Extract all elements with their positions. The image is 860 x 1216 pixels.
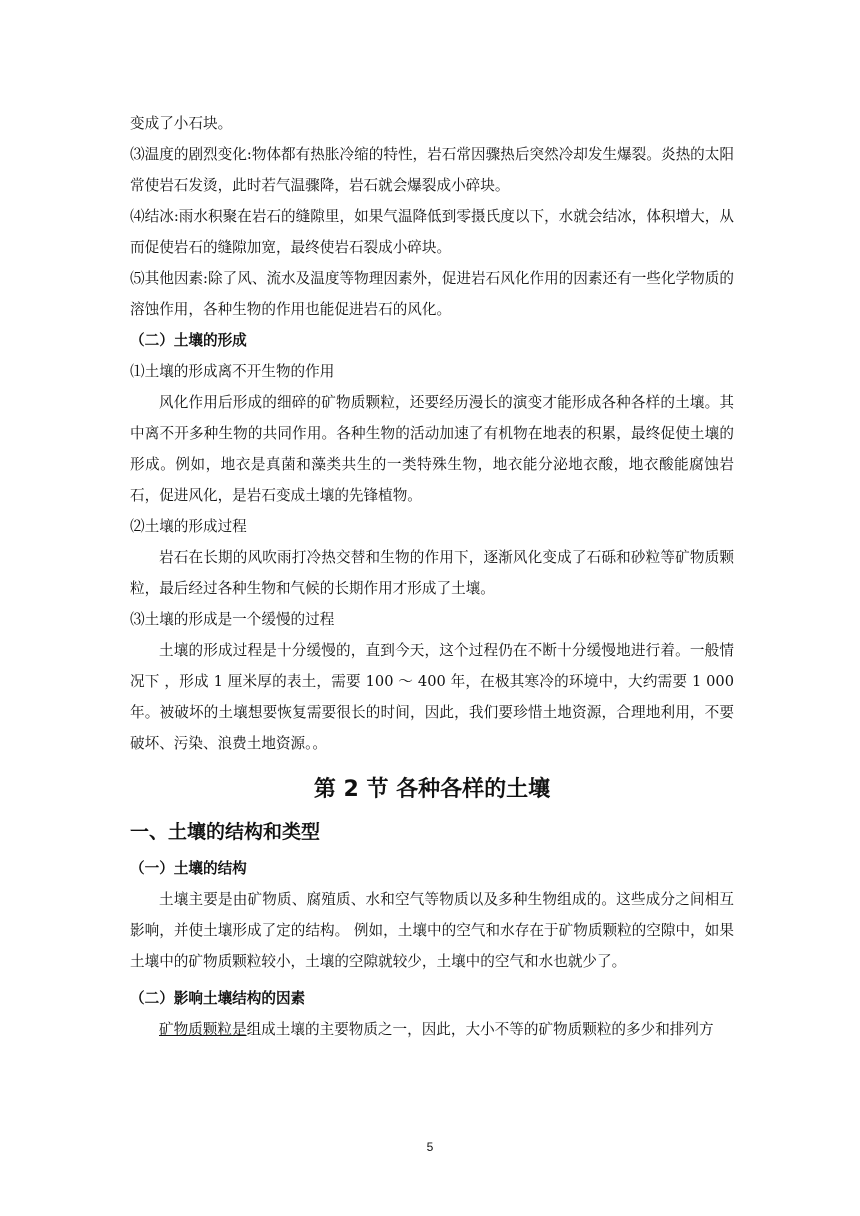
- paragraph: ⑸其他因素:除了风、流水及温度等物理因素外，促进岩石风化作用的因素还有一些化学物质的溶蚀作用，各种生物的作用也能促进岩石的风化。: [130, 270, 734, 318]
- paragraph: [130, 1014, 734, 1045]
- paragraph: ⑶温度的剧烈变化:物体都有热胀冷缩的特性，岩石常因骤热后突然冷却发生爆裂。炎热的太阳常使岩石发烫，此时若气温骤降，岩石就会爆裂成小碎块。: [130, 146, 734, 194]
- paragraph: 风化作用后形成的细碎的矿物质颗粒，还要经历漫长的演变才能形成各种各样的土壤。其中离不开多种生物的共同作用。各种生物的活动加速了有机物在地表的积累，最终促使土壤的形成。例如，地衣是真菌和藻类共生的一类特殊生物，地衣能分泌地衣酸，地衣酸能腐蚀岩石，促进风化，是岩石变成土壤的先锋植物。: [130, 394, 734, 504]
- paragraph: 土壤主要是由矿物质、腐殖质、水和空气等物质以及多种生物组成的。这些成分之间相互影响，并使土壤形成了定的结构。 例如，土壤中的空气和水存在于矿物质颗粒的空隙中，如果土壤中的矿物质颗粒较小，土壤的空隙就较少，土壤中的空气和水也就少了。: [130, 891, 734, 970]
- chapter-title: 第 2 节 各种各样的土壤: [313, 777, 551, 802]
- paragraph: 变成了小石块。: [130, 115, 233, 132]
- paragraph-text: 组成土壤的主要物质之一，因此，大小不等的矿物质颗粒的多少和排列方: [246, 1021, 714, 1038]
- paragraph: ⑷结冰:雨水积聚在岩石的缝隙里，如果气温降低到零摄氏度以下，水就会结冰，体积增大，从而促使岩石的缝隙加宽，最终使岩石裂成小碎块。: [130, 208, 734, 256]
- page-number: 5: [426, 1140, 434, 1154]
- item-title: ⑵土壤的形成过程: [130, 518, 247, 535]
- item-title: ⑶土壤的形成是一个缓慢的过程: [130, 611, 335, 628]
- paragraph: 土壤的形成过程是十分缓慢的，直到今天，这个过程仍在不断十分缓慢地进行着。一般情况下 ，形成 1 厘米厚的表土，需要 100 ～ 400 年，在极其寒冷的环境中，大约需要 1 000 年。被破坏的土壤想要恢复需要很长的时间，因此，我们要珍惜土地资源，合理地利用，不要破坏、污染、浪费土地资源。。: [130, 642, 734, 752]
- subheading-structure-factors: （二）影响土壤结构的因素: [130, 990, 306, 1007]
- page-content: [130, 108, 734, 1045]
- subheading-soil-formation: （二）土壤的形成: [130, 332, 247, 349]
- paragraph: 岩石在长期的风吹雨打冷热交替和生物的作用下，逐渐风化变成了石砾和砂粒等矿物质颗粒，最后经过各种生物和气候的长期作用才形成了土壤。: [130, 549, 734, 597]
- item-title: ⑴土壤的形成离不开生物的作用: [130, 363, 335, 380]
- subheading-soil-structure: （一）土壤的结构: [130, 860, 247, 877]
- section-title: 一、土壤的结构和类型: [130, 821, 321, 843]
- underlined-term: 矿物质颗粒是: [159, 1021, 247, 1038]
